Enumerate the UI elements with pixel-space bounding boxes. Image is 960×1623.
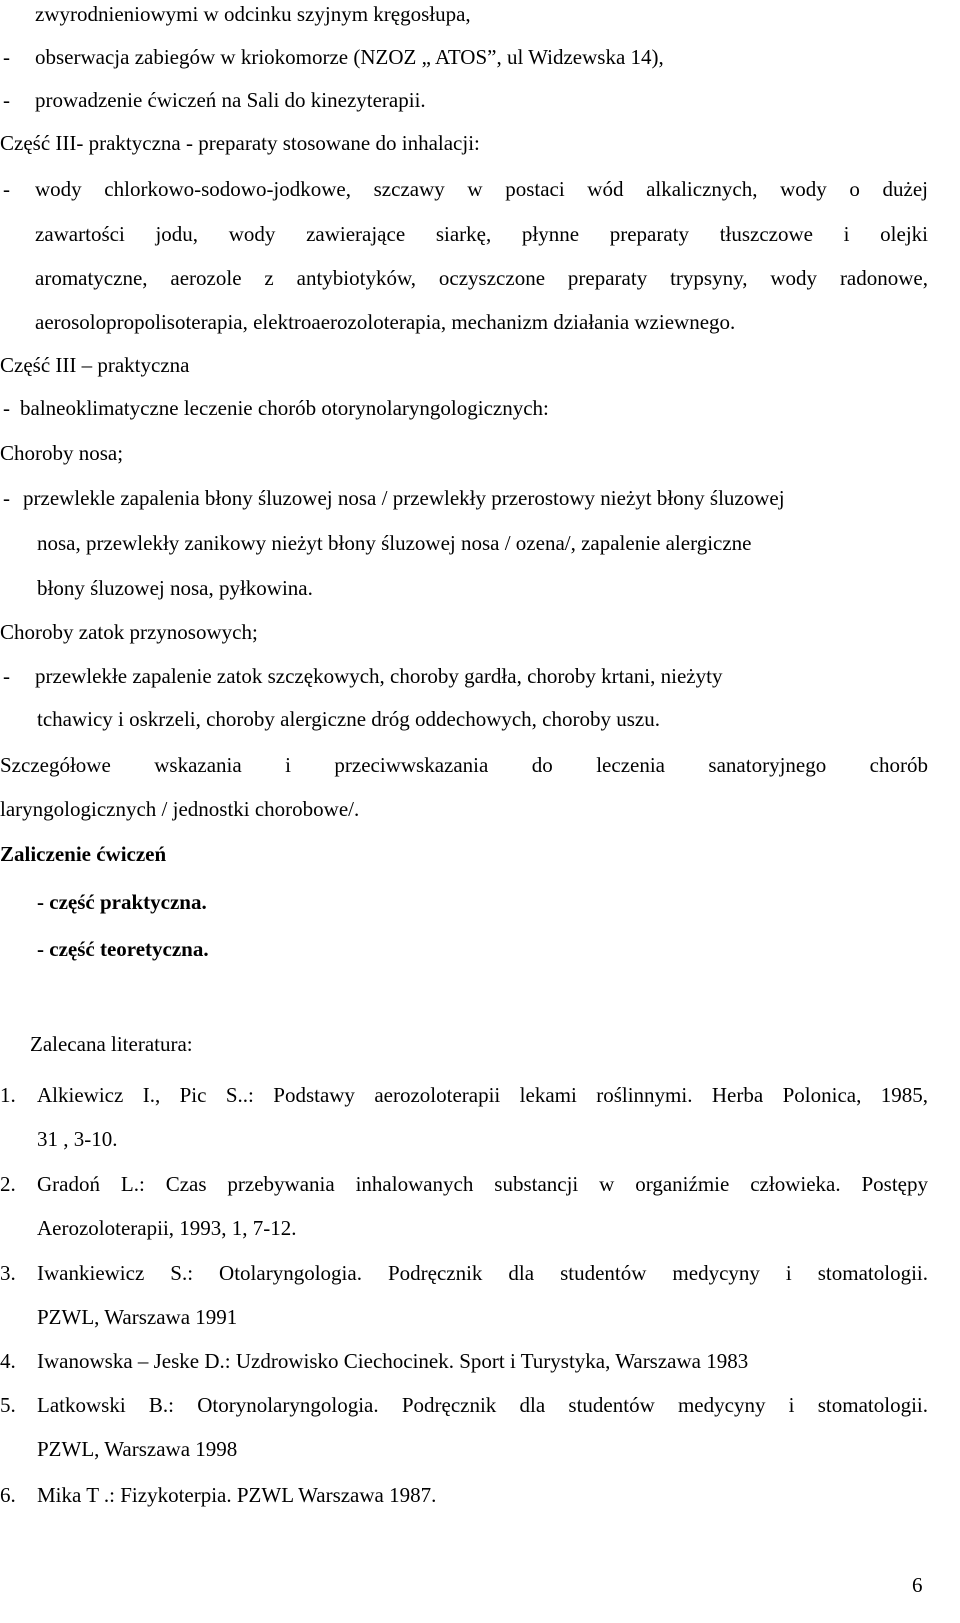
dash-marker: -: [3, 88, 10, 112]
intro-line: obserwacja zabiegów w kriokomorze (NZOZ „ ATOS”, ul Widzewska 14),: [35, 45, 664, 69]
reference-line: Mika T .: Fizykoterpia. PZWL Warszawa 1987.: [37, 1483, 437, 1507]
intro-line: prowadzenie ćwiczeń na Sali do kinezyterapii.: [35, 88, 426, 112]
reference-line: PZWL, Warszawa 1998: [37, 1437, 238, 1461]
credit-heading: Zaliczenie ćwiczeń: [0, 842, 167, 866]
credit-item: - część teoretyczna.: [37, 937, 209, 961]
reference-line: Alkiewicz I., Pic S..: Podstawy aerozoloterapii lekami roślinnymi. Herba Polonica, 1985,: [37, 1083, 928, 1107]
reference-line: Iwanowska – Jeske D.: Uzdrowisko Ciechocinek. Sport i Turystyka, Warszawa 1983: [37, 1349, 749, 1373]
list-item-line: tchawicy i oskrzeli, choroby alergiczne dróg oddechowych, choroby uszu.: [37, 707, 660, 731]
dash-marker: -: [3, 396, 10, 420]
literature-heading: Zalecana literatura:: [30, 1032, 193, 1056]
list-item-line: przewlekle zapalenia błony śluzowej nosa / przewlekły przerostowy nieżyt błony śluzowej: [23, 486, 785, 510]
subsection-heading: Choroby nosa;: [0, 441, 124, 465]
reference-line: Gradoń L.: Czas przebywania inhalowanych substancji w organiźmie człowieka. Postępy: [37, 1172, 928, 1196]
list-item-line: przewlekłe zapalenie zatok szczękowych, choroby gardła, choroby krtani, nieżyty: [35, 664, 723, 688]
list-item-line: zawartości jodu, wody zawierające siarkę, płynne preparaty tłuszczowe i olejki: [35, 222, 928, 246]
list-item-line: nosa, przewlekły zanikowy nieżyt błony śluzowej nosa / ozena/, zapalenie alergiczne: [37, 531, 752, 555]
reference-number: 1.: [0, 1083, 16, 1107]
subsection-heading: Choroby zatok przynosowych;: [0, 620, 258, 644]
reference-number: 6.: [0, 1483, 16, 1507]
dash-marker: -: [3, 45, 10, 69]
reference-number: 2.: [0, 1172, 16, 1196]
reference-number: 4.: [0, 1349, 16, 1373]
list-item-line: aromatyczne, aerozole z antybiotyków, oczyszczone preparaty trypsyny, wody radonowe,: [35, 266, 928, 290]
reference-line: Iwankiewicz S.: Otolaryngologia. Podręcznik dla studentów medycyny i stomatologii.: [37, 1261, 928, 1285]
intro-line: zwyrodnieniowymi w odcinku szyjnym kręgosłupa,: [35, 2, 471, 26]
list-item-line: wody chlorkowo-sodowo-jodkowe, szczawy w postaci wód alkalicznych, wody o dużej: [35, 177, 928, 201]
reference-line: Aerozoloterapii, 1993, 1, 7-12.: [37, 1216, 297, 1240]
section-heading: Część III- praktyczna - preparaty stosowane do inhalacji:: [0, 131, 480, 155]
reference-line: 31 , 3-10.: [37, 1127, 118, 1151]
credit-item: - część praktyczna.: [37, 890, 207, 914]
dash-marker: -: [3, 664, 10, 688]
page-number: 6: [912, 1573, 923, 1597]
reference-line: PZWL, Warszawa 1991: [37, 1305, 238, 1329]
list-item-line: aerosolopropolisoterapia, elektroaerozoloterapia, mechanizm działania wziewnego.: [35, 310, 736, 334]
reference-number: 3.: [0, 1261, 16, 1285]
reference-number: 5.: [0, 1393, 16, 1417]
reference-line: Latkowski B.: Otorynolaryngologia. Podręcznik dla studentów medycyny i stomatologii.: [37, 1393, 928, 1417]
list-item-line: balneoklimatyczne leczenie chorób otorynolaryngologicznych:: [20, 396, 549, 420]
dash-marker: -: [3, 486, 10, 510]
section-heading: Część III – praktyczna: [0, 353, 190, 377]
dash-marker: -: [3, 177, 10, 201]
paragraph-line: laryngologicznych / jednostki chorobowe/.: [0, 797, 360, 821]
list-item-line: błony śluzowej nosa, pyłkowina.: [37, 576, 313, 600]
paragraph-line: Szczegółowe wskazania i przeciwwskazania do leczenia sanatoryjnego chorób: [0, 753, 928, 777]
